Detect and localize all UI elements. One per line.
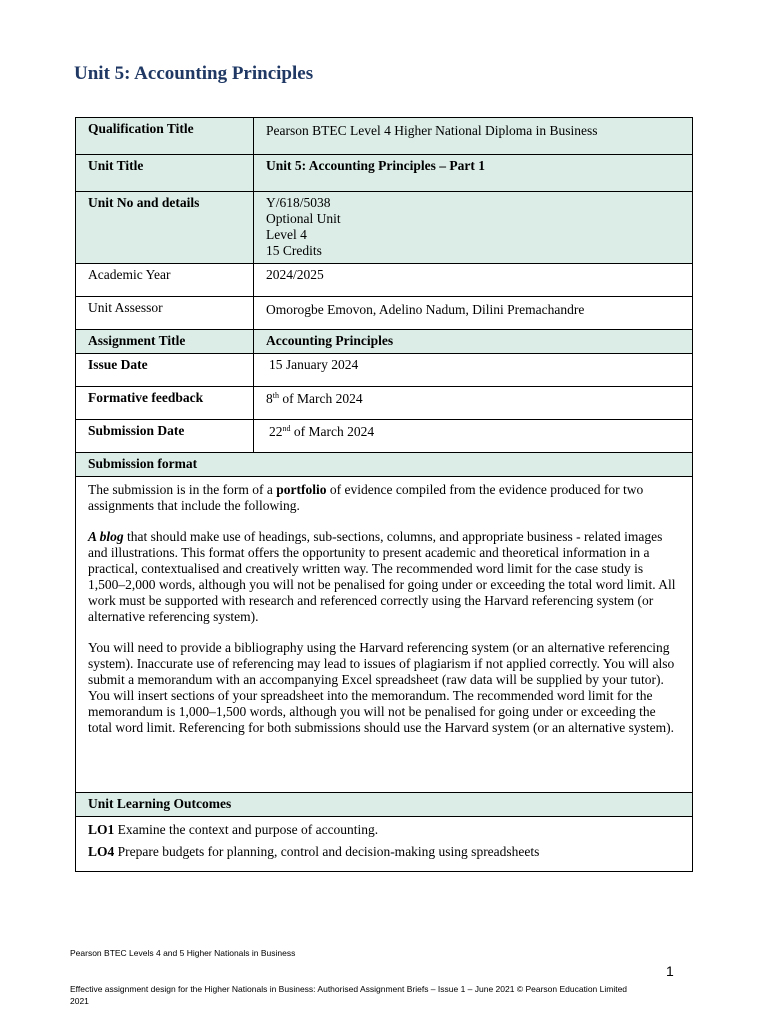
issue-date-label: Issue Date	[76, 354, 254, 387]
formative-feedback-label: Formative feedback	[76, 387, 254, 420]
unit-title-row	[76, 155, 693, 192]
unit-type: Optional Unit	[266, 211, 341, 226]
qualification-value: Pearson BTEC Level 4 Higher National Diploma in Business	[254, 118, 693, 155]
unit-credits: 15 Credits	[266, 243, 322, 258]
submission-month: of March 2024	[290, 424, 375, 439]
unit-code: Y/618/5038	[266, 195, 331, 210]
page-title: Unit 5: Accounting Principles	[74, 63, 314, 84]
submission-format-heading: Submission format	[76, 453, 693, 477]
assessor-row	[76, 297, 693, 330]
learning-outcome-item	[88, 844, 681, 860]
submission-format-paragraph-3: You will need to provide a bibliography using the Harvard referencing system (or an alternative referencing system). Inaccurate use of referencing may lead to issues of plagiarism if not applied correctly. You will also submit a memorandum with an accompanying Excel spreadsheet (raw data will be supplied by your tutor). You will insert sections of your spreadsheet into the memorandum. The recommended word limit for the memorandum is 1,000–1,500 words, although you will not be penalised for going under or exceeding the total word limit. Referencing for both submissions should use the Harvard system (or an alternative system).	[88, 640, 675, 735]
qualification-row	[76, 118, 693, 155]
submission-ordinal: nd	[282, 424, 291, 433]
submission-format-paragraph-1: The submission is in the form of a portfolio of evidence compiled from the evidence produced for two assignments that include the following.	[88, 482, 644, 513]
footer-series-title: Pearson BTEC Levels 4 and 5 Higher Nationals in Business	[70, 948, 296, 958]
academic-year-row	[76, 264, 693, 297]
unit-title-value: Unit 5: Accounting Principles – Part 1	[254, 155, 693, 192]
formative-feedback-row	[76, 387, 693, 420]
submission-format-paragraph-2: A blog that should make use of headings, sub-sections, columns, and appropriate business - related images and illustrations. This format offers the opportunity to present academic and theoretical information in a practical, contextualised and creatively written way. The recommended word limit for the case study is 1,500–2,000 words, although you will not be penalised for going under or exceeding the total word limit. All work must be supported with research and referenced correctly using the Harvard referencing system (or alternative referencing system).	[88, 529, 676, 624]
submission-format-body	[76, 477, 693, 793]
unit-no-details	[254, 192, 693, 264]
issue-date-value: 15 January 2024	[254, 354, 693, 387]
academic-year-value: 2024/2025	[254, 264, 693, 297]
footer-copyright: Effective assignment design for the Higher Nationals in Business: Authorised Assignment Briefs – Issue 1 – June 2021 © Pearson Education Limited 2021	[70, 984, 628, 1006]
submission-date-value	[254, 420, 693, 453]
learning-outcome-item	[88, 822, 681, 838]
lo-code: LO1	[88, 822, 115, 837]
learning-outcomes-row	[76, 817, 693, 872]
formative-feedback-value	[254, 387, 693, 420]
unit-title-label: Unit Title	[76, 155, 254, 192]
academic-year-label: Academic Year	[76, 264, 254, 297]
lo-text: Prepare budgets for planning, control and decision-making using spreadsheets	[114, 844, 540, 859]
learning-outcomes-list	[76, 817, 693, 872]
lo-text: Examine the context and purpose of accounting.	[114, 822, 379, 837]
learning-outcomes-heading-row	[76, 793, 693, 817]
assignment-title-label: Assignment Title	[76, 330, 254, 354]
submission-format-heading-row	[76, 453, 693, 477]
page-number: 1	[666, 963, 674, 979]
unit-level: Level 4	[266, 227, 307, 242]
submission-date-row	[76, 420, 693, 453]
submission-day: 22	[269, 424, 283, 439]
blog-emphasis: A blog	[88, 529, 124, 544]
unit-no-row	[76, 192, 693, 264]
assignment-title-row	[76, 330, 693, 354]
formative-month: of March 2024	[278, 391, 363, 406]
assessor-label: Unit Assessor	[76, 297, 254, 330]
lo-code: LO4	[88, 844, 115, 859]
assignment-brief-table	[75, 117, 693, 872]
qualification-label: Qualification Title	[76, 118, 254, 155]
submission-format-row	[76, 477, 693, 793]
assignment-title-value: Accounting Principles	[254, 330, 693, 354]
submission-date-label: Submission Date	[76, 420, 254, 453]
formative-day: 8	[266, 391, 273, 406]
formative-ordinal: th	[272, 391, 279, 400]
unit-no-label: Unit No and details	[76, 192, 254, 264]
learning-outcomes-heading: Unit Learning Outcomes	[76, 793, 693, 817]
assessor-value: Omorogbe Emovon, Adelino Nadum, Dilini Premachandre	[254, 297, 693, 330]
portfolio-emphasis: portfolio	[276, 482, 327, 497]
issue-date-row	[76, 354, 693, 387]
